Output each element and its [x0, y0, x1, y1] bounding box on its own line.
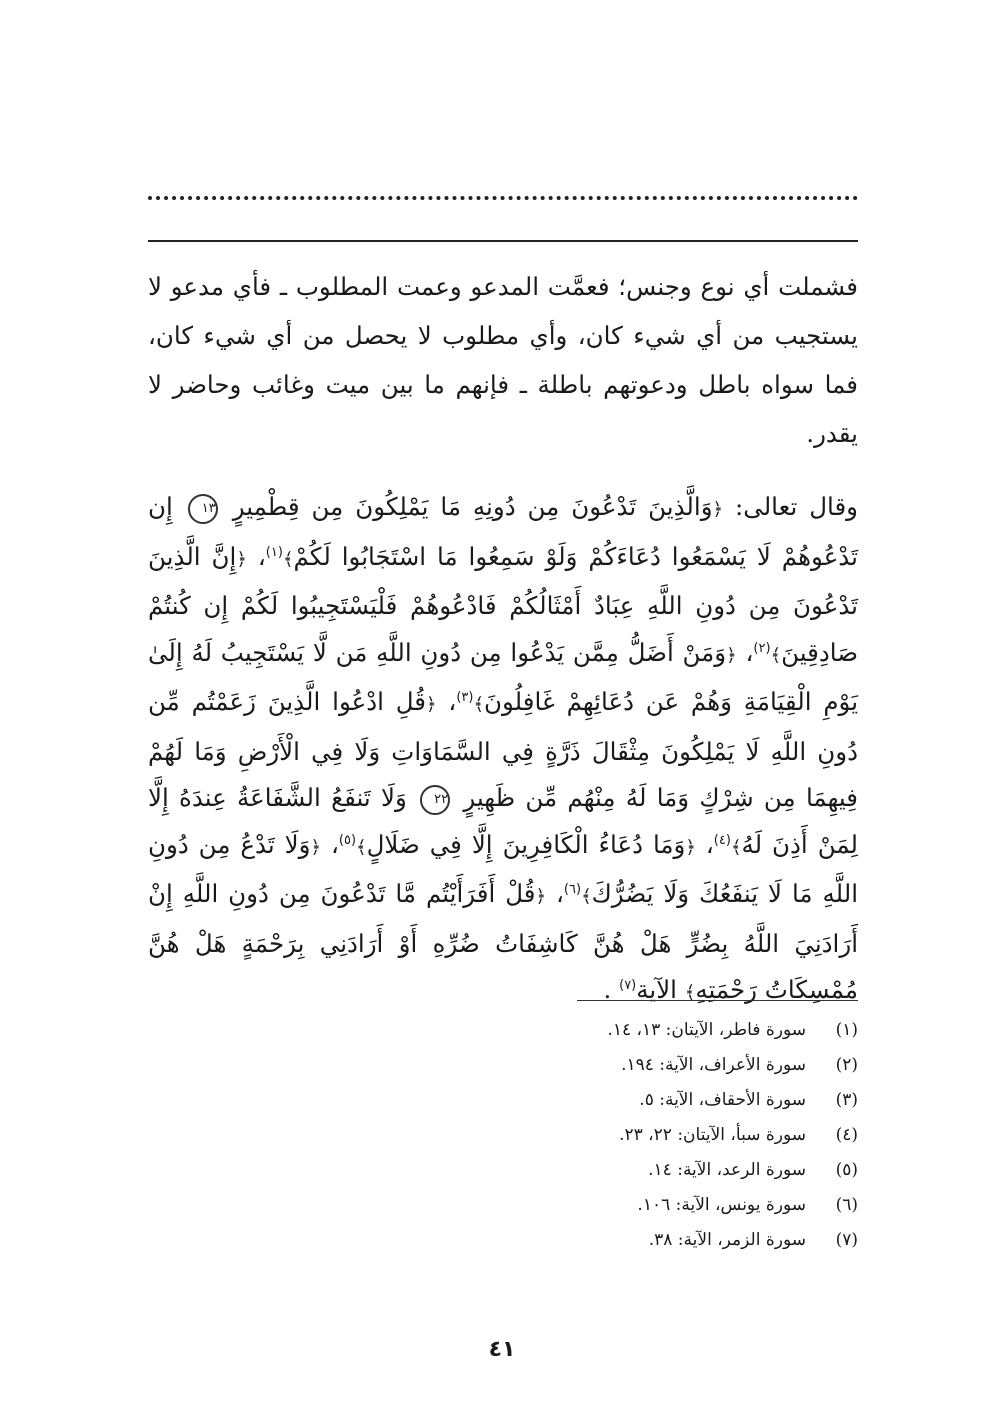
- footnote-text: سورة سبأ، الآيتان: ٢٢، ٢٣.: [619, 1125, 806, 1145]
- page-number: ٤١: [488, 1337, 516, 1362]
- footnote-number: (٥): [835, 1160, 858, 1180]
- ornate-bracket-open: ﴿: [726, 644, 737, 666]
- footnote-item: [148, 1083, 858, 1118]
- verse-saba-23: وَلَا تَنفَعُ الشَّفَاعَةُ عِندَهُ إِلَّا لِمَنْ أَذِنَ لَهُ: [148, 783, 858, 859]
- footnote-text: سورة الزمر، الآية: ٣٨.: [648, 1230, 806, 1250]
- page-body: [148, 262, 858, 1017]
- footnote-number: (٣): [835, 1090, 858, 1110]
- ornate-bracket-open: ﴿: [426, 694, 437, 715]
- ornate-bracket-open: ﴿: [310, 836, 322, 858]
- footnote-text: سورة الأعراف، الآية: ١٩٤.: [621, 1055, 806, 1075]
- quran-paragraph: [148, 484, 858, 1017]
- ornate-bracket-open: ﴿: [685, 836, 696, 858]
- footnote-item: [148, 1188, 858, 1223]
- separator: ،: [705, 829, 714, 859]
- separator: ،: [448, 687, 457, 716]
- footnote-text: سورة يونس، الآية: ١٠٦.: [637, 1195, 806, 1215]
- footnote-ref-4: (٤): [713, 832, 731, 848]
- footnote-number: (١): [835, 1020, 858, 1040]
- ornate-bracket-close: ﴾: [356, 836, 367, 858]
- verse-yunus-106: وَلَا تَدْعُ مِن دُونِ اللَّهِ مَا لَا يَنفَعُكَ وَلَا يَضُرُّكَ: [148, 829, 858, 908]
- separator: ،: [330, 829, 339, 859]
- footnote-text: سورة الرعد، الآية: ١٤.: [648, 1160, 806, 1180]
- ornate-bracket-open: ﴿: [712, 499, 724, 520]
- separator: ،: [745, 637, 754, 667]
- intro-paragraph: فشملت أي نوع وجنس؛ فعمَّت المدعو وعمت المطلوب ـ فأي مدعو لا يستجيب من أي شيء كان، وأي مطلوب لا يحصل من أي شيء كان، فما سواه باطل ودعوتهم باطلة ـ فإنهم ما بين ميت وغائب وحاضر لا يقدر.: [148, 272, 858, 448]
- footnote-text: سورة فاطر، الآيتان: ١٣، ١٤.: [607, 1020, 806, 1040]
- footnote-ref-2: (٢): [753, 640, 771, 656]
- verse-ahqaf-5: وَمَنْ أَضَلُّ مِمَّن يَدْعُوا مِن دُونِ اللَّهِ مَن لَّا يَسْتَجِيبُ لَهُ إِلَىٰ يَوْمِ الْقِيَامَةِ وَهُمْ عَن دُعَائِهِمْ غَافِلُونَ: [148, 637, 859, 716]
- separator: ،: [556, 879, 564, 908]
- footnote-number: (٤): [835, 1125, 858, 1145]
- footnote-item: [148, 1048, 858, 1083]
- ayah-number-marker: ١٣: [188, 494, 218, 524]
- ornate-bracket-close: ﴾: [770, 644, 782, 666]
- footnote-rule: [577, 1000, 858, 1001]
- quran-lead: وقال تعالى:: [735, 492, 859, 521]
- footnote-ref-3: (٣): [456, 689, 474, 705]
- period: .: [603, 975, 612, 1004]
- verse-rad-14: وَمَا دُعَاءُ الْكَافِرِينَ إِلَّا فِي ضَلَالٍ: [366, 829, 686, 859]
- ornate-bracket-close: ﴾: [282, 548, 294, 570]
- footnote-item: [148, 1223, 858, 1258]
- ayah-number-marker: ٢٢: [420, 785, 450, 815]
- ornate-bracket-close: ﴾: [684, 982, 696, 1003]
- footnote-number: (٦): [835, 1195, 858, 1215]
- footnote-ref-1: (١): [265, 544, 283, 560]
- quran-tail: الآية: [636, 975, 677, 1004]
- ornate-bracket-open: ﴿: [236, 548, 247, 570]
- footnote-item: [148, 1153, 858, 1188]
- footnotes-list: [148, 1013, 858, 1258]
- ornate-bracket-close: ﴾: [473, 694, 485, 715]
- verse-fatir-14: إِن تَدْعُوهُمْ لَا يَسْمَعُوا دُعَاءَكُمْ وَلَوْ سَمِعُوا مَا اسْتَجَابُوا لَكُمْ: [148, 492, 858, 571]
- ornate-bracket-close: ﴾: [730, 836, 742, 858]
- footnote-number: (٢): [835, 1055, 858, 1075]
- footnote-ref-6: (٦): [563, 881, 582, 897]
- ornate-bracket-close: ﴾: [581, 886, 592, 907]
- verse-araf-194: إِنَّ الَّذِينَ تَدْعُونَ مِن دُونِ اللَّهِ عِبَادٌ أَمْثَالُكُمْ فَادْعُوهُمْ فَلْيَسْتَجِيبُوا لَكُمْ إِن كُنتُمْ صَادِقِينَ: [148, 541, 858, 667]
- footnote-ref-5: (٥): [338, 832, 357, 848]
- header-dotted-leader: [148, 182, 858, 200]
- footnote-number: (٧): [835, 1230, 858, 1250]
- ornate-bracket-open: ﴿: [535, 886, 547, 907]
- footnote-text: سورة الأحقاف، الآية: ٥.: [639, 1090, 806, 1110]
- footnote-item: [148, 1013, 858, 1048]
- verse-saba-22: قُلِ ادْعُوا الَّذِينَ زَعَمْتُم مِّن دُونِ اللَّهِ لَا يَمْلِكُونَ مِثْقَالَ ذَرَّةٍ فِي السَّمَاوَاتِ وَلَا فِي الْأَرْضِ وَمَا لَهُمْ فِيهِمَا مِن شِرْكٍ وَمَا لَهُ مِنْهُم مِّن ظَهِيرٍ: [148, 687, 858, 812]
- footnote-ref-7: (٧): [619, 977, 637, 993]
- header-rule: [148, 240, 858, 242]
- separator: ،: [257, 541, 266, 571]
- verse-fatir-13: وَالَّذِينَ تَدْعُونَ مِن دُونِهِ مَا يَمْلِكُونَ مِن قِطْمِيرٍ: [232, 492, 713, 521]
- verse-zumar-38: قُلْ أَفَرَأَيْتُم مَّا تَدْعُونَ مِن دُونِ اللَّهِ إِنْ أَرَادَنِيَ اللَّهُ بِضُرٍّ هَلْ هُنَّ كَاشِفَاتُ ضُرِّهِ أَوْ أَرَادَنِي بِرَحْمَةٍ هَلْ هُنَّ مُمْسِكَاتُ رَحْمَتِهِ: [148, 879, 858, 1004]
- footnote-item: [148, 1118, 858, 1153]
